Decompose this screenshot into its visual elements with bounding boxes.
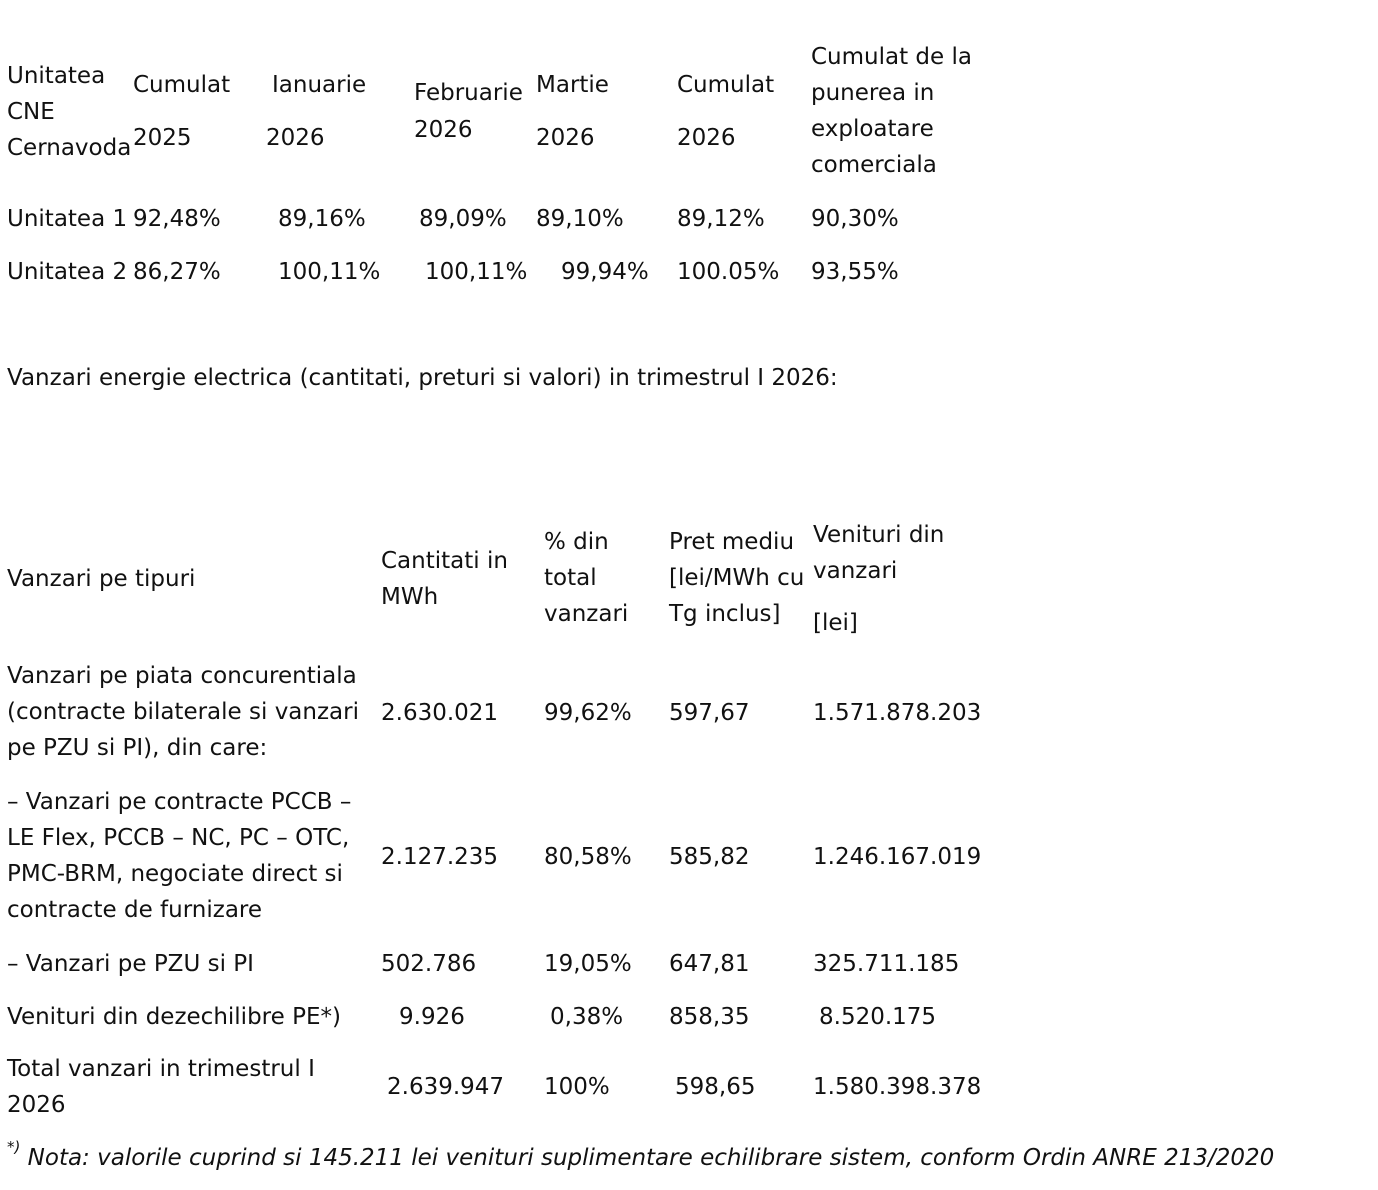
header-cumulat-2025-l1: Cumulat	[133, 72, 231, 98]
header-unit: Unitatea CNE Cernavoda	[7, 63, 132, 161]
row-cell: 90,30%	[811, 206, 899, 232]
row-cell: 100,11%	[425, 259, 528, 285]
row-percent: 0,38%	[550, 1004, 624, 1030]
section-heading: Vanzari energie electrica (cantitati, preturi si valori) in trimestrul I 2026:	[7, 365, 838, 391]
row-percent: 99,62%	[544, 700, 632, 726]
header-percent: % din total vanzari	[544, 529, 629, 627]
footnote-marker: *)	[7, 1138, 21, 1157]
row-revenue: 1.571.878.203	[813, 700, 982, 726]
row-revenue: 1.246.167.019	[813, 844, 982, 870]
row-type: – Vanzari pe PZU si PI	[7, 951, 254, 977]
header-sales-type: Vanzari pe tipuri	[7, 566, 196, 592]
row-cell: 86,27%	[133, 259, 221, 285]
row-cell: 99,94%	[561, 259, 649, 285]
header-cumulat-2025-l2: 2025	[133, 125, 192, 151]
footnote	[7, 1140, 1274, 1176]
row-cell: 93,55%	[811, 259, 899, 285]
row-cell: 92,48%	[133, 206, 221, 232]
header-februarie-l2: 2026	[414, 117, 473, 143]
row-percent: 19,05%	[544, 951, 632, 977]
row-cell: 100,11%	[278, 259, 381, 285]
row-cell: 89,16%	[278, 206, 366, 232]
row-quantity: 2.127.235	[381, 844, 499, 870]
header-ianuarie-l1: Ianuarie	[272, 72, 367, 98]
row-cell: 89,09%	[419, 206, 507, 232]
row-price: 598,65	[675, 1074, 756, 1100]
row-quantity: 2.630.021	[381, 700, 499, 726]
row-cell: 100.05%	[677, 259, 780, 285]
row-type: Vanzari pe piata concurentiala (contracte bilaterale si vanzari pe PZU si PI), din care:	[7, 663, 359, 761]
row-revenue: 1.580.398.378	[813, 1074, 982, 1100]
header-cumulat-total: Cumulat de la punerea in exploatare comerciala	[811, 44, 972, 178]
row-cell: 89,12%	[677, 206, 765, 232]
row-type: Total vanzari in trimestrul I 2026	[7, 1056, 315, 1118]
header-price: Pret mediu [lei/MWh cu Tg inclus]	[669, 529, 805, 627]
row-price: 858,35	[669, 1004, 750, 1030]
row-type: Venituri din dezechilibre PE*)	[7, 1004, 341, 1030]
row-price: 647,81	[669, 951, 750, 977]
header-ianuarie-l2: 2026	[266, 125, 325, 151]
row-percent: 100%	[544, 1074, 610, 1100]
row-unit: Unitatea 2	[7, 259, 128, 285]
header-cumulat-2026-l2: 2026	[677, 125, 736, 151]
row-revenue: 8.520.175	[819, 1004, 937, 1030]
header-quantity: Cantitati in MWh	[381, 548, 508, 610]
header-martie-l2: 2026	[536, 125, 595, 151]
row-percent: 80,58%	[544, 844, 632, 870]
row-price: 597,67	[669, 700, 750, 726]
row-unit: Unitatea 1	[7, 206, 128, 232]
header-revenue: Venituri din vanzari	[813, 522, 945, 584]
row-type: – Vanzari pe contracte PCCB – LE Flex, PCCB – NC, PC – OTC, PMC-BRM, negociate direct si contracte de furnizare	[7, 789, 352, 923]
header-martie-l1: Martie	[536, 72, 609, 98]
row-revenue: 325.711.185	[813, 951, 960, 977]
row-quantity: 502.786	[381, 951, 477, 977]
header-revenue-unit: [lei]	[813, 610, 858, 636]
row-quantity: 9.926	[399, 1004, 465, 1030]
footnote-text: Nota: valorile cuprind si 145.211 lei venituri suplimentare echilibrare sistem, conform Ordin ANRE 213/2020	[20, 1145, 1275, 1171]
row-cell: 89,10%	[536, 206, 624, 232]
header-cumulat-2026-l1: Cumulat	[677, 72, 775, 98]
header-februarie-l1: Februarie	[414, 80, 523, 106]
row-price: 585,82	[669, 844, 750, 870]
row-quantity: 2.639.947	[387, 1074, 505, 1100]
